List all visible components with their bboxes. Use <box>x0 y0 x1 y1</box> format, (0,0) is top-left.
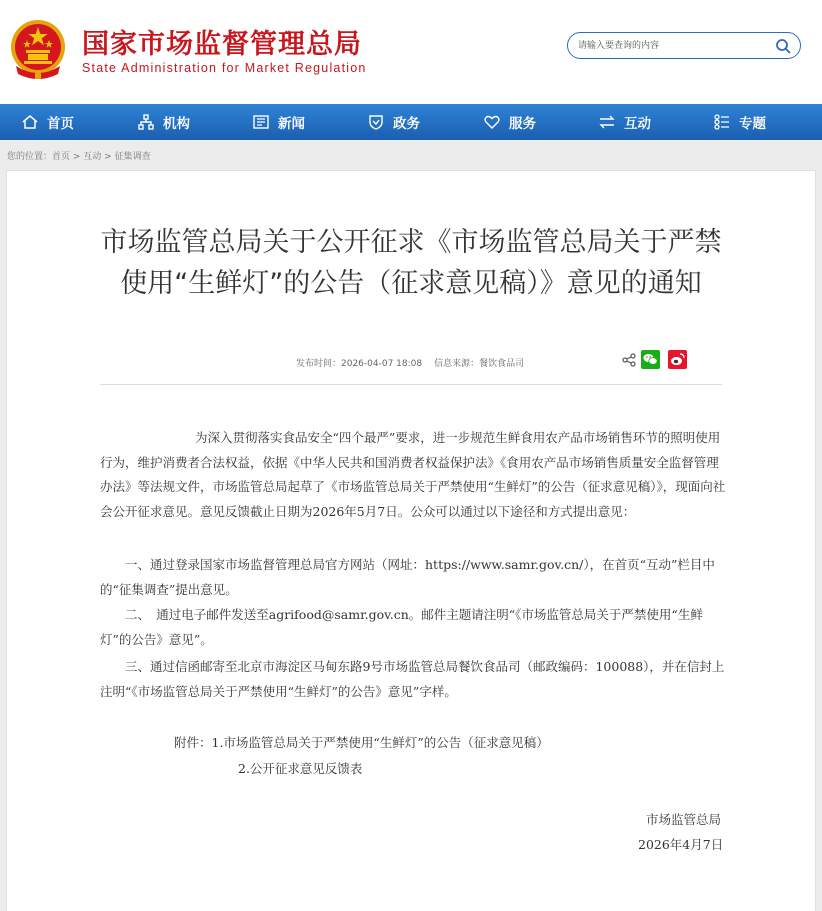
publish-time: 发布时间：2026-04-07 18:08 <box>296 359 423 369</box>
nav-label: 机构 <box>163 116 190 132</box>
article-title: 市场监管总局关于公开征求《市场监管总局关于严禁使用“生鲜灯”的公告（征求意见稿）》意见的通知 <box>100 227 722 299</box>
nav-item-home[interactable] <box>21 104 74 140</box>
article-paragraph-method-3: 三、通过信函邮寄至北京市海淀区马甸东路9号市场监管总局餐饮食品司（邮政编码：100088），并在信封上注明“《市场监管总局关于严禁使用“生鲜灯”的公告》意见”字样。 <box>100 659 725 699</box>
article-paragraph-method-1: 一、通过登录国家市场监督管理总局官方网站（网址：https://www.samr.gov.cn/），在首页“互动”栏目中的“征集调查”提出意见。 <box>100 557 715 597</box>
national-emblem-icon[interactable] <box>8 18 68 80</box>
org-chart-icon <box>137 113 155 131</box>
nav-item-news[interactable] <box>252 104 305 140</box>
search-box <box>567 32 801 59</box>
nav-label: 专题 <box>739 116 766 132</box>
breadcrumb <box>7 149 151 162</box>
breadcrumb-survey-link[interactable]: 征集调查 <box>114 152 151 162</box>
heart-icon <box>483 113 501 131</box>
breadcrumb-separator: > <box>70 152 84 162</box>
breadcrumb-home-link[interactable]: 首页 <box>52 152 71 162</box>
nav-label: 互动 <box>624 116 651 132</box>
topics-icon <box>713 113 731 131</box>
title-divider <box>100 384 722 385</box>
attachment-link-1[interactable]: 附件：1.市场监管总局关于严禁使用“生鲜灯”的公告（征求意见稿） <box>174 735 549 750</box>
breadcrumb-prefix: 您的位置： <box>7 152 53 162</box>
share-icon[interactable] <box>622 353 636 367</box>
nav-label: 首页 <box>47 116 74 132</box>
news-icon <box>252 113 270 131</box>
article-meta <box>296 356 536 369</box>
info-source: 信息来源：餐饮食品司 <box>434 359 525 369</box>
breadcrumb-separator: > <box>101 152 115 162</box>
home-icon <box>21 113 39 131</box>
nav-label: 服务 <box>509 116 536 132</box>
weibo-icon[interactable] <box>668 350 687 369</box>
article-paragraph-method-2: 二、 通过电子邮件发送至agrifood@samr.gov.cn。邮件主题请注明“《市场监管总局关于严禁使用“生鲜灯”的公告》意见”。 <box>100 607 703 647</box>
signature-organization: 市场监管总局 <box>646 812 722 827</box>
site-title[interactable]: 国家市场监督管理总局 <box>82 29 362 60</box>
shield-icon <box>367 113 385 131</box>
nav-item-government-affairs[interactable] <box>367 104 420 140</box>
nav-item-organization[interactable] <box>137 104 190 140</box>
attachment-link-2[interactable]: 2.公开征求意见反馈表 <box>238 761 363 776</box>
nav-label: 新闻 <box>278 116 305 132</box>
nav-label: 政务 <box>393 116 420 132</box>
site-header <box>0 0 822 104</box>
search-input[interactable] <box>578 37 768 55</box>
article-paragraph-intro: 为深入贯彻落实食品安全“四个最严”要求，进一步规范生鲜食用农产品市场销售环节的照明使用行为，维护消费者合法权益，依据《中华人民共和国消费者权益保护法》《食用农产品市场销售质量安全监督管理办法》等法规文件，市场监管总局起草了《市场监管总局关于严禁使用“生鲜灯”的公告（征求意见稿）》，现面向社会公开征求意见。意见反馈截止日期为2026年5月7日。公众可以通过以下途径和方式提出意见： <box>100 430 726 519</box>
site-subtitle-en: State Administration for Market Regulation <box>82 61 367 75</box>
nav-item-services[interactable] <box>483 104 536 140</box>
wechat-icon[interactable] <box>641 350 660 369</box>
nav-item-interaction[interactable] <box>598 104 651 140</box>
nav-item-topics[interactable] <box>713 104 766 140</box>
main-nav <box>0 104 822 140</box>
breadcrumb-interaction-link[interactable]: 互动 <box>83 152 102 162</box>
exchange-arrows-icon <box>598 113 616 131</box>
search-icon[interactable] <box>775 38 791 54</box>
signature-date: 2026年4月7日 <box>638 837 724 852</box>
